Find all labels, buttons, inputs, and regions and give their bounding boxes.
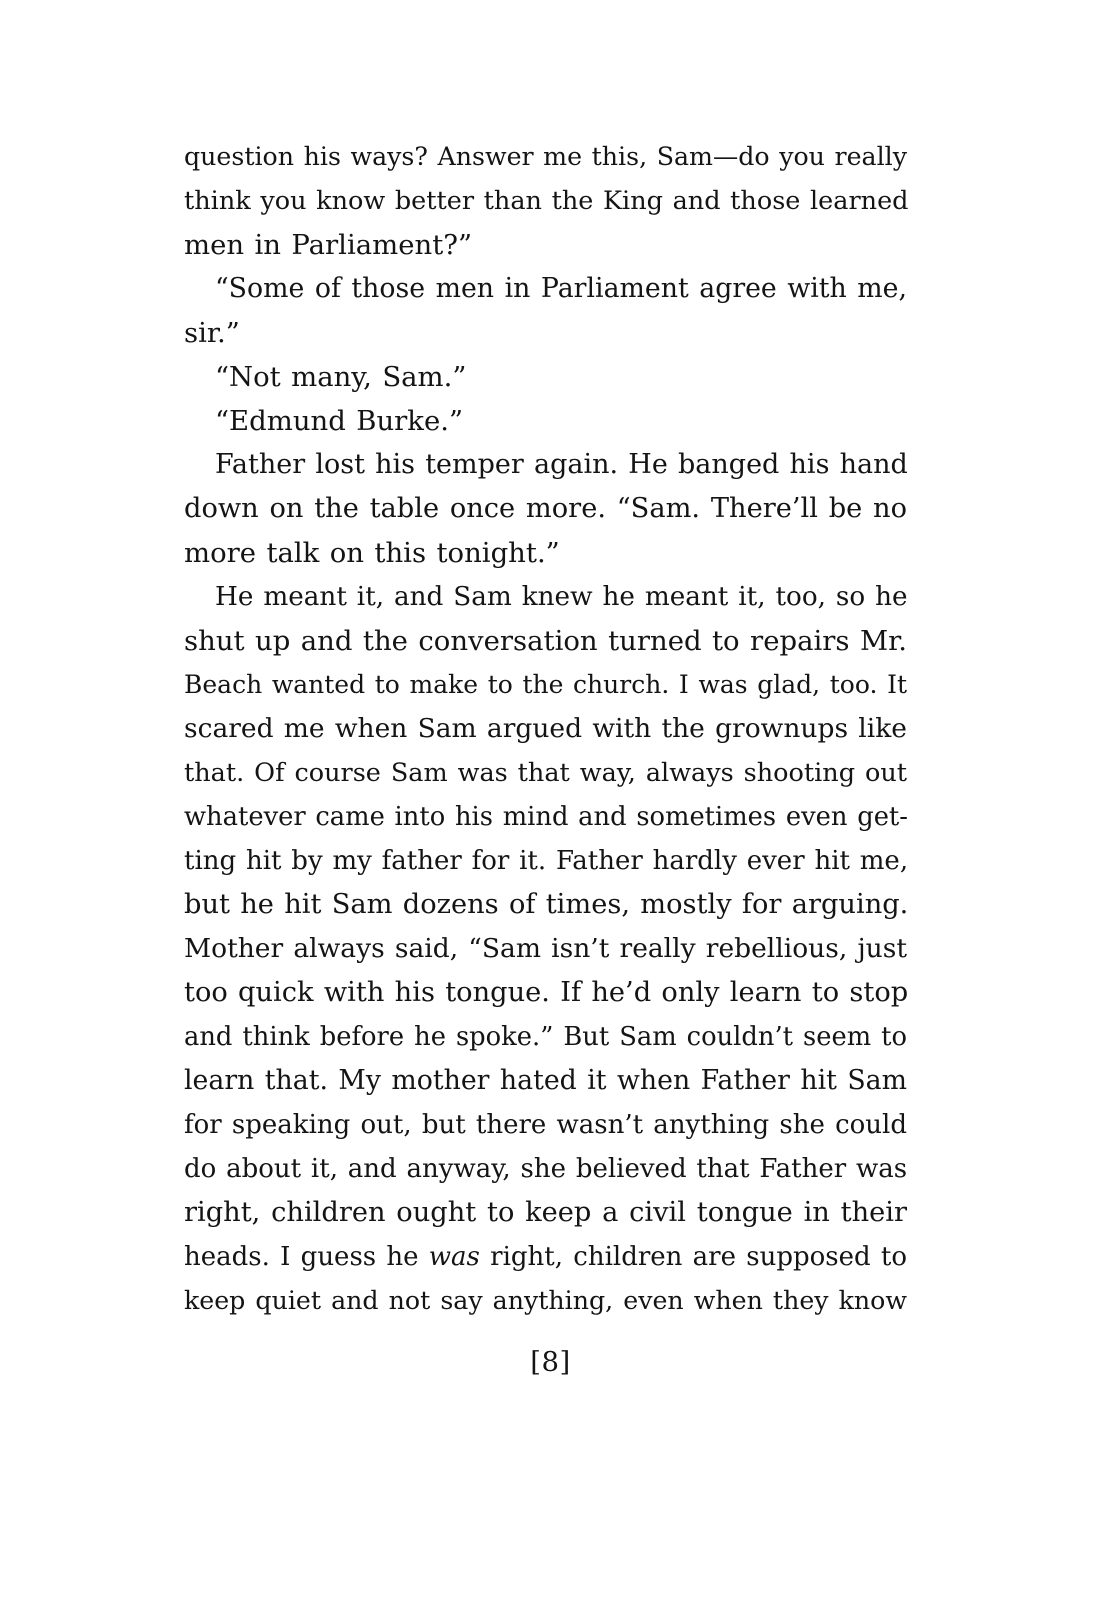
text-line: “Not many, Sam.” <box>215 361 467 393</box>
text-line: more talk on this tonight.” <box>184 537 560 569</box>
text-line: shut up and the conversation turned to repairs Mr. <box>184 625 907 657</box>
text-line: Mother always said, “Sam isn’t really rebellious, just <box>184 933 907 964</box>
text-line: He meant it, and Sam knew he meant it, too, so he <box>215 582 908 612</box>
text-line: Father lost his temper again. He banged his hand <box>215 449 908 480</box>
text-line: “Edmund Burke.” <box>215 405 464 437</box>
text-line: and think before he spoke.” But Sam couldn’t seem to <box>184 1022 907 1052</box>
text-line: too quick with his tongue. If he’d only learn to stop <box>184 977 909 1008</box>
text-line: heads. I guess he was right, children are supposed to <box>184 1242 908 1272</box>
text-line: for speaking out, but there wasn’t anything she could <box>184 1110 907 1140</box>
text-line: keep quiet and not say anything, even when they know <box>184 1286 907 1315</box>
text-line: think you know better than the King and those learned <box>184 186 909 216</box>
text-line: “Some of those men in Parliament agree with me, <box>215 273 907 304</box>
page-number: [8] <box>530 1346 571 1378</box>
text-line: right, children ought to keep a civil tongue in their <box>184 1197 907 1228</box>
text-line: scared me when Sam argued with the grownups like <box>184 713 907 744</box>
text-line: men in Parliament?” <box>184 229 473 261</box>
text-line: but he hit Sam dozens of times, mostly for arguing. <box>184 889 909 920</box>
text-line: Beach wanted to make to the church. I was glad, too. It <box>184 670 907 699</box>
body-text <box>184 135 907 1323</box>
text-line: learn that. My mother hated it when Father hit Sam <box>184 1065 907 1096</box>
text-line: down on the table once more. “Sam. There’ll be no <box>184 493 907 524</box>
text-line: whatever came into his mind and sometimes even get- <box>184 802 908 832</box>
text-line: ting hit by my father for it. Father hardly ever hit me, <box>184 846 909 876</box>
text-line: do about it, and anyway, she believed that Father was <box>184 1154 908 1184</box>
emphasized-word: was <box>428 1242 480 1272</box>
text-line: sir.” <box>184 317 240 349</box>
text-line: question his ways? Answer me this, Sam—do you really <box>184 142 907 171</box>
text-line: that. Of course Sam was that way, always shooting out <box>184 758 907 788</box>
